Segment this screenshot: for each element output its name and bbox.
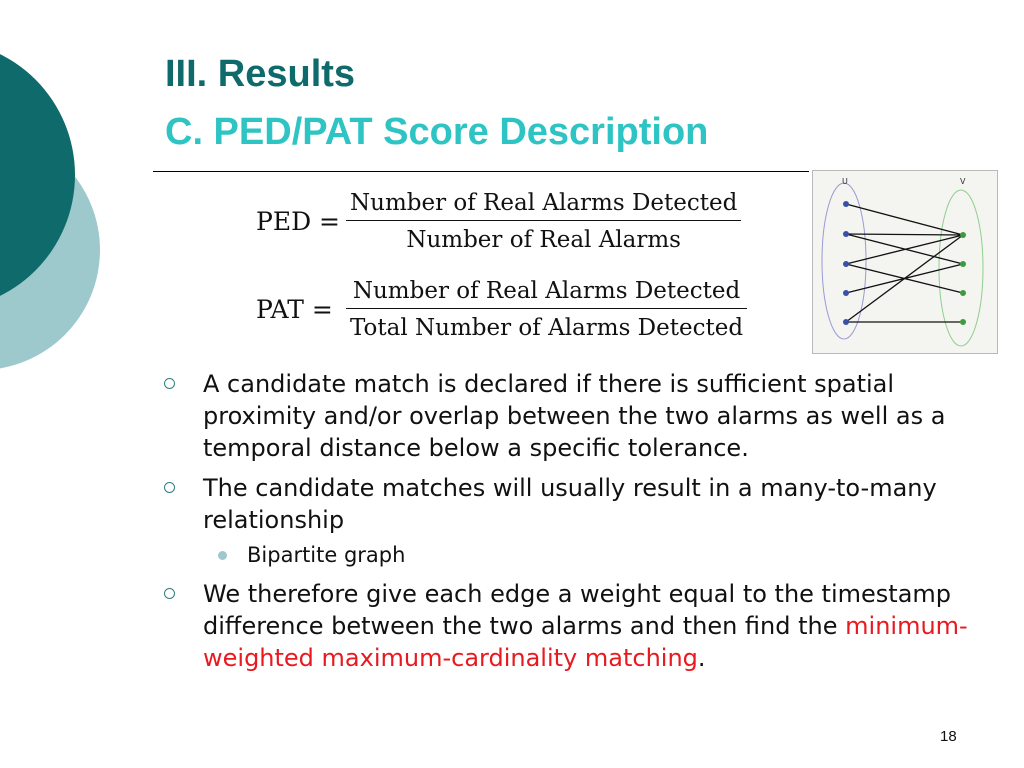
title-divider (153, 171, 809, 172)
v-nodes (960, 232, 966, 325)
bullet-text: The candidate matches will usually result in a many-to-many relationship (203, 474, 937, 534)
graph-edge (846, 235, 963, 322)
pat-denominator: Total Number of Alarms Detected (350, 315, 744, 341)
u-label: U (842, 177, 848, 186)
v-node (960, 319, 966, 325)
sub-bullet-text: Bipartite graph (247, 543, 406, 567)
v-node (960, 261, 966, 267)
pat-fraction-bar (346, 308, 747, 309)
u-node (843, 261, 849, 267)
graph-edge (846, 204, 963, 235)
pat-formula (256, 278, 747, 341)
ped-label: PED = (256, 207, 341, 236)
hollow-circle-bullet-icon (164, 588, 175, 599)
bullet-text-end: . (697, 644, 706, 672)
slide-title (165, 52, 708, 154)
highlighted-term: minimum-weighted maximum-cardinality matching (203, 612, 968, 672)
bullet-list (162, 368, 972, 682)
title-line-2: C. PED/PAT Score Description (165, 111, 709, 153)
u-nodes (843, 201, 849, 325)
v-node (960, 232, 966, 238)
ped-numerator: Number of Real Alarms Detected (350, 190, 738, 216)
ped-denominator: Number of Real Alarms (406, 227, 681, 253)
ped-formula (256, 190, 741, 253)
v-node (960, 290, 966, 296)
formula-image (256, 190, 756, 350)
pat-numerator: Number of Real Alarms Detected (352, 278, 741, 304)
bullet-text: A candidate match is declared if there is sufficient spatial proximity and/or overlap between the two alarms as well as a temporal distance below a specific tolerance. (203, 370, 946, 462)
ped-fraction (346, 190, 741, 253)
bipartite-graph-svg (813, 171, 997, 353)
u-node (843, 231, 849, 237)
filled-dot-bullet-icon (218, 551, 227, 560)
hollow-circle-bullet-icon (164, 378, 175, 389)
u-node (843, 201, 849, 207)
bullet-item (162, 578, 972, 674)
title-line-1: III. Results (165, 53, 356, 95)
u-node (843, 290, 849, 296)
page-number: 18 (940, 728, 957, 745)
bullet-item (162, 472, 972, 536)
pat-label: PAT = (256, 295, 333, 324)
sub-bullet-item (162, 540, 972, 570)
hollow-circle-bullet-icon (164, 482, 175, 493)
pat-fraction (346, 278, 747, 341)
bullet-item (162, 368, 972, 464)
ped-fraction-bar (346, 220, 741, 221)
v-label: V (960, 177, 966, 186)
decorative-circles (0, 0, 140, 420)
u-node (843, 319, 849, 325)
graph-edge (846, 234, 963, 235)
bullet-text: We therefore give each edge a weight equal to the timestamp difference between the two alarms and then find the (203, 580, 952, 640)
bipartite-graph-figure (812, 170, 998, 354)
